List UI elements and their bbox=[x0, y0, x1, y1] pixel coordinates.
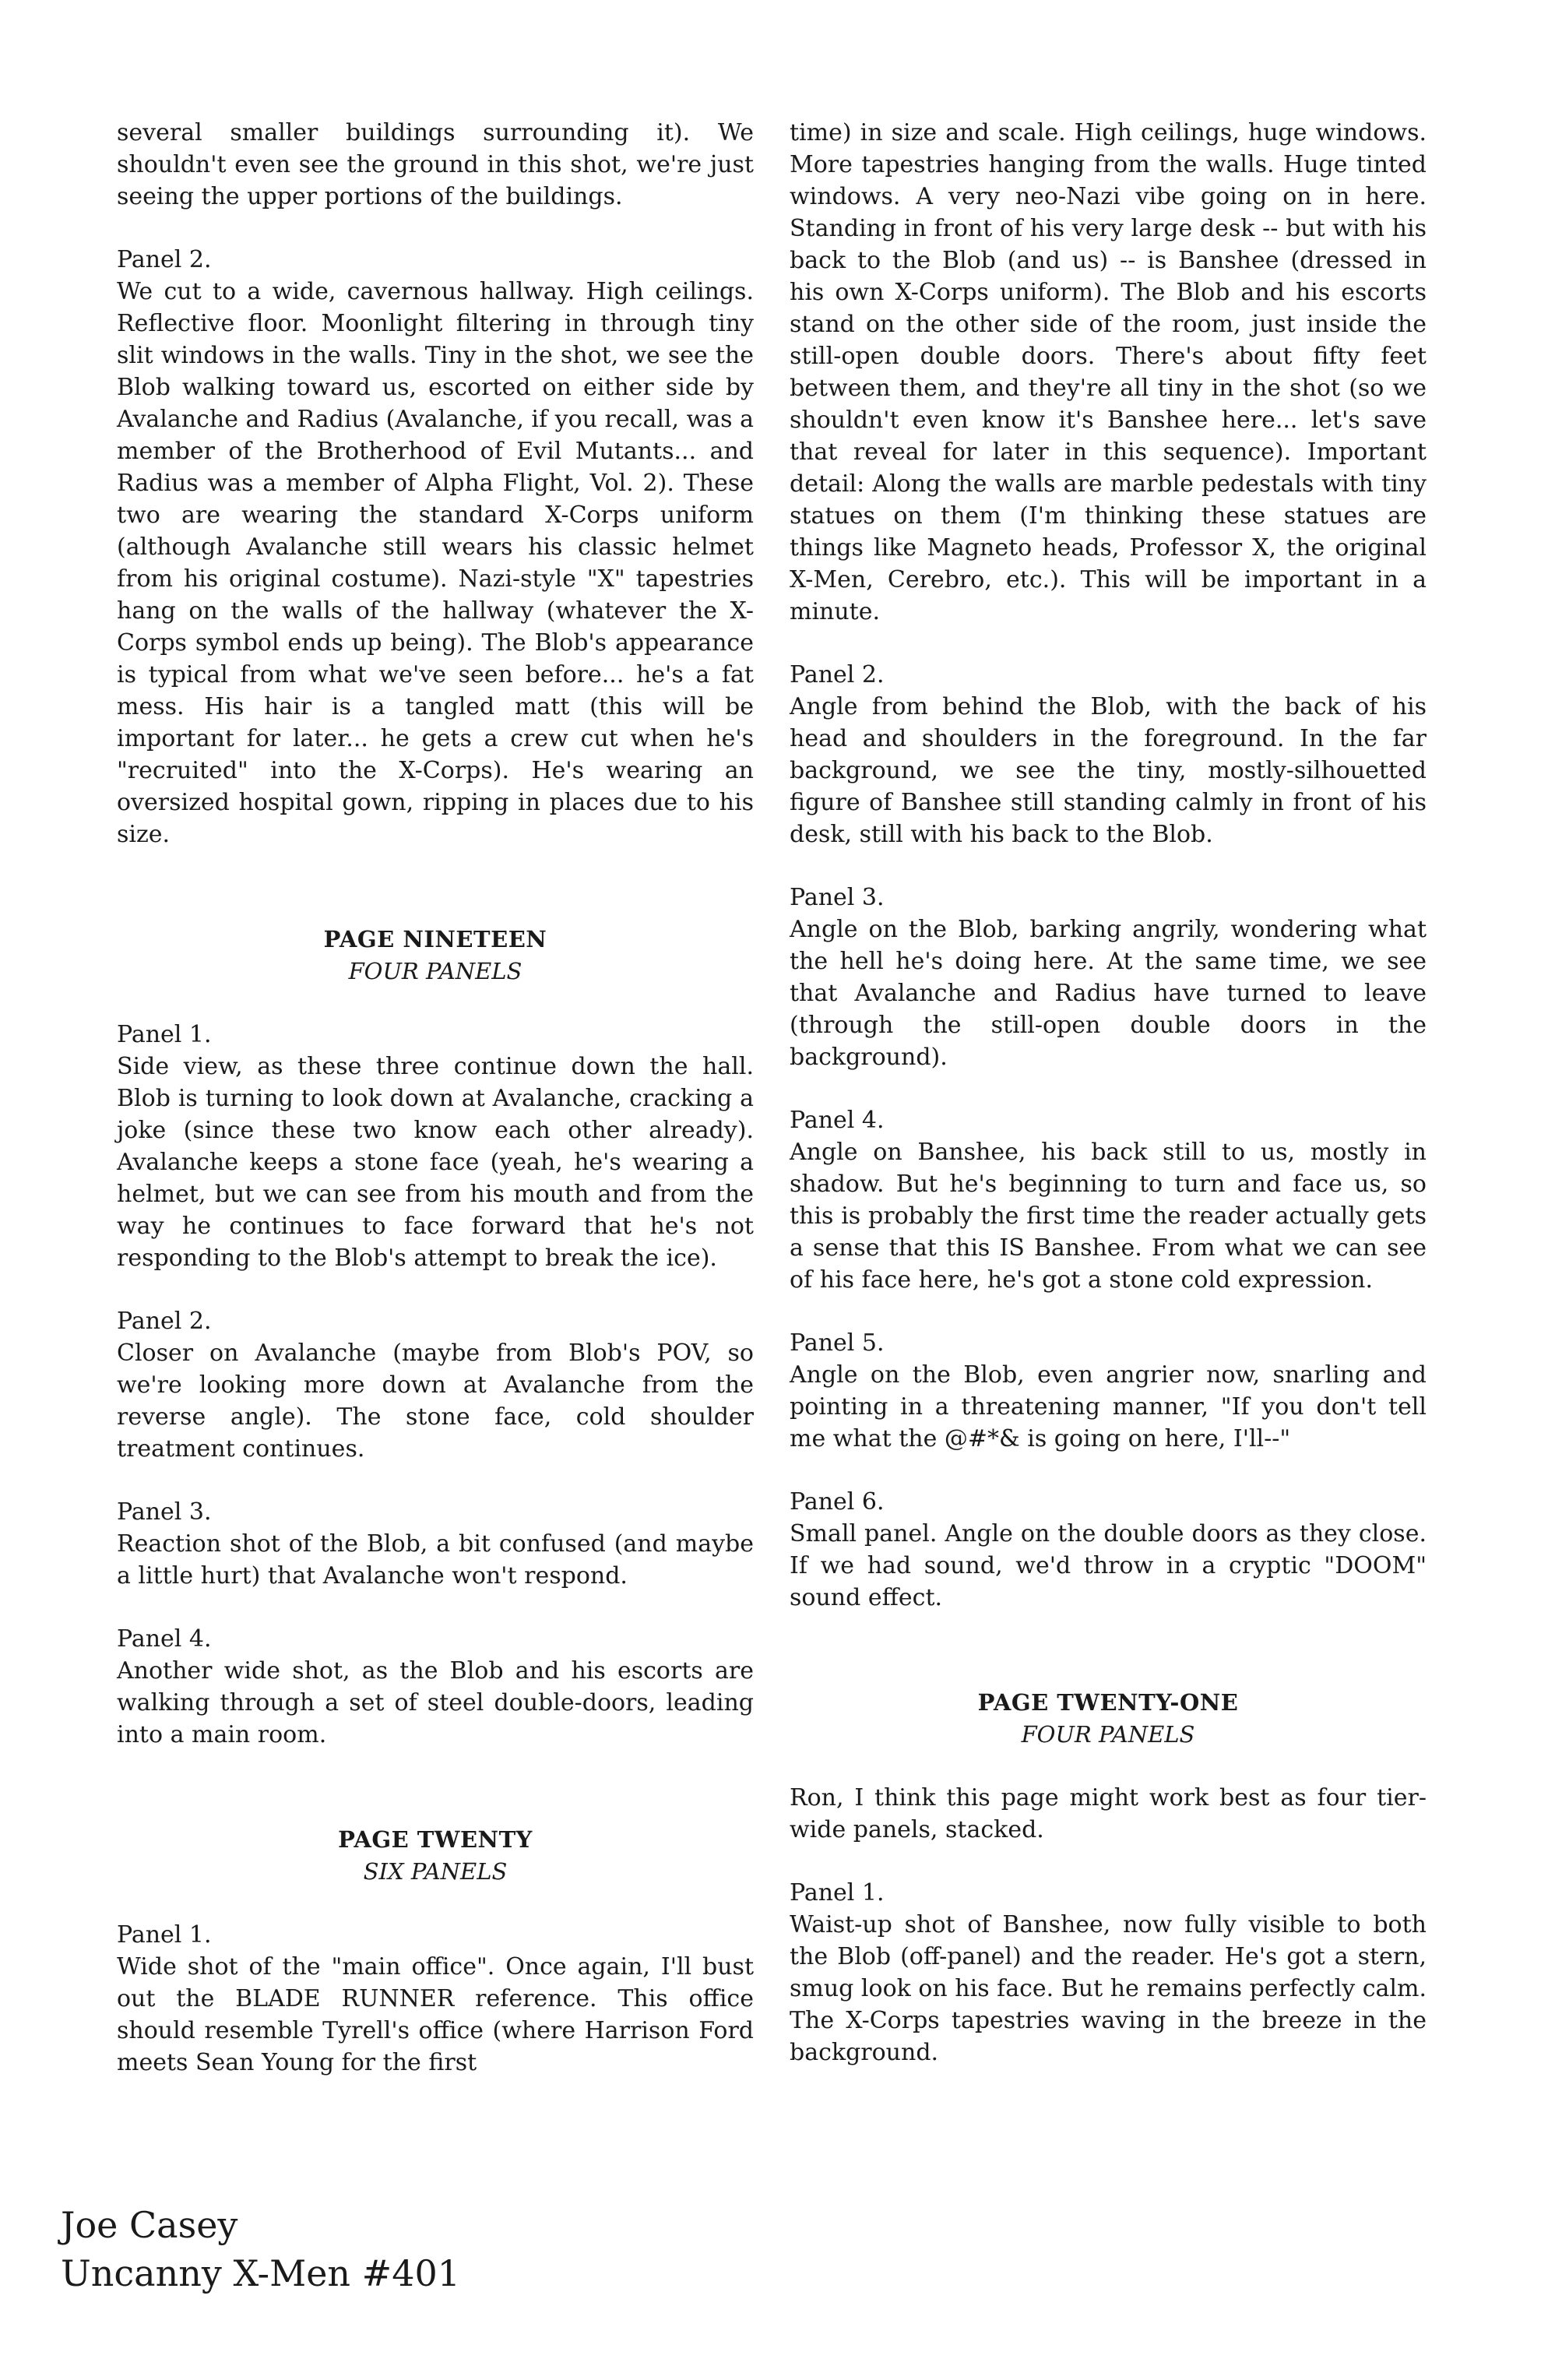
page-heading bbox=[117, 1824, 754, 1888]
script-paragraph: Panel 4. Angle on Banshee, his back still to us, mostly in shadow. But he's beginning to turn and face us, so this is probably the first time the reader actually gets a sense that this IS Banshee. From what we can see of his face here, he's got a stone cold expression. bbox=[790, 1107, 1427, 1294]
script-paragraph: time) in size and scale. High ceilings, huge windows. More tapestries hanging from the walls. Huge tinted windows. A very neo-Nazi vibe going on in here. Standing in front of his very large desk -- but with his back to the Blob (and us) -- is Banshee (dressed in his own X-Corps uniform). The Blob and his escorts stand on the other side of the room, just inside the still-open double doors. There's about fifty feet between them, and they're all tiny in the shot (so we shouldn't even know it's Banshee here... let's save that reveal for later in this sequence). Important detail: Along the walls are marble pedestals with tiny statues on them (I'm thinking these statues are things like Magneto heads, Professor X, the original X-Men, Cerebro, etc.). This will be important in a minute. bbox=[790, 119, 1427, 625]
page-heading-subtitle: SIX PANELS bbox=[363, 1858, 508, 1885]
left-column bbox=[117, 117, 754, 2110]
page-heading bbox=[790, 1687, 1427, 1751]
script-paragraph: Panel 2. We cut to a wide, cavernous hallway. High ceilings. Reflective floor. Moonlight filtering in through tiny slit windows in the walls. Tiny in the shot, we see the Blob walking toward us, escorted on either side by Avalanche and Radius (Avalanche, if you recall, was a member of the Brotherhood of Evil Mutants... and Radius was a member of Alpha Flight, Vol. 2). These two are wearing the standard X-Corps uniform (although Avalanche still wears his classic helmet from his original costume). Nazi-style "X" tapestries hang on the walls of the hallway (whatever the X-Corps symbol ends up being). The Blob's appearance is typical from what we've seen before... he's a fat mess. His hair is a tangled matt (this will be important for later... he gets a crew cut when he's "recruited" into the X-Corps). He's wearing an oversized hospital gown, ripping in places due to his size. bbox=[117, 246, 754, 848]
script-paragraph: Panel 1. Side view, as these three continue down the hall. Blob is turning to look down at Avalanche, cracking a joke (since these two know each other already). Avalanche keeps a stone face (yeah, he's wearing a helmet, but we can see from his mouth and from the way he continues to face forward that he's not responding to the Blob's attempt to break the ice). bbox=[117, 1021, 754, 1272]
script-paragraph: Panel 5. Angle on the Blob, even angrier now, snarling and pointing in a threatening manner, "If you don't tell me what the @#*& is going on here, I'll--" bbox=[790, 1329, 1427, 1452]
right-column bbox=[790, 117, 1427, 2100]
page-heading-title: PAGE NINETEEN bbox=[323, 926, 547, 952]
page-heading-title: PAGE TWENTY bbox=[338, 1826, 533, 1853]
script-paragraph: Panel 1. Waist-up shot of Banshee, now fully visible to both the Blob (off-panel) and the reader. He's got a stern, smug look on his face. But he remains perfectly calm. The X-Corps tapestries waving in the breeze in the background. bbox=[790, 1879, 1427, 2066]
script-paragraph: several smaller buildings surrounding it). We shouldn't even see the ground in this shot, we're just seeing the upper portions of the buildings. bbox=[117, 119, 754, 210]
script-paragraph: Ron, I think this page might work best as four tier-wide panels, stacked. bbox=[790, 1784, 1427, 1843]
page-heading-subtitle: FOUR PANELS bbox=[348, 958, 522, 984]
page-heading bbox=[117, 924, 754, 988]
page-footer bbox=[61, 2201, 460, 2297]
script-paragraph: Panel 4. Another wide shot, as the Blob and his escorts are walking through a set of steel double-doors, leading into a main room. bbox=[117, 1625, 754, 1748]
script-paragraph: Panel 6. Small panel. Angle on the double doors as they close. If we had sound, we'd throw in a cryptic "DOOM" sound effect. bbox=[790, 1488, 1427, 1611]
footer-author: Joe Casey bbox=[61, 2204, 238, 2246]
script-paragraph: Panel 3. Angle on the Blob, barking angrily, wondering what the hell he's doing here. At the same time, we see that Avalanche and Radius have turned to leave (through the still-open double doors in the background). bbox=[790, 884, 1427, 1071]
script-paragraph: Panel 1. Wide shot of the "main office". Once again, I'll bust out the BLADE RUNNER reference. This office should resemble Tyrell's office (where Harrison Ford meets Sean Young for the first bbox=[117, 1921, 754, 2076]
script-paragraph: Panel 2. Closer on Avalanche (maybe from Blob's POV, so we're looking more down at Avalanche from the reverse angle). The stone face, cold shoulder treatment continues. bbox=[117, 1308, 754, 1463]
footer-title: Uncanny X-Men #401 bbox=[61, 2252, 461, 2294]
script-paragraph: Panel 3. Reaction shot of the Blob, a bit confused (and maybe a little hurt) that Avalanche won't respond. bbox=[117, 1498, 754, 1590]
script-paragraph: Panel 2. Angle from behind the Blob, with the back of his head and shoulders in the foreground. In the far background, we see the tiny, mostly-silhouetted figure of Banshee still standing calmly in front of his desk, still with his back to the Blob. bbox=[790, 661, 1427, 848]
page-heading-title: PAGE TWENTY-ONE bbox=[977, 1689, 1239, 1716]
page-heading-subtitle: FOUR PANELS bbox=[1021, 1721, 1195, 1748]
